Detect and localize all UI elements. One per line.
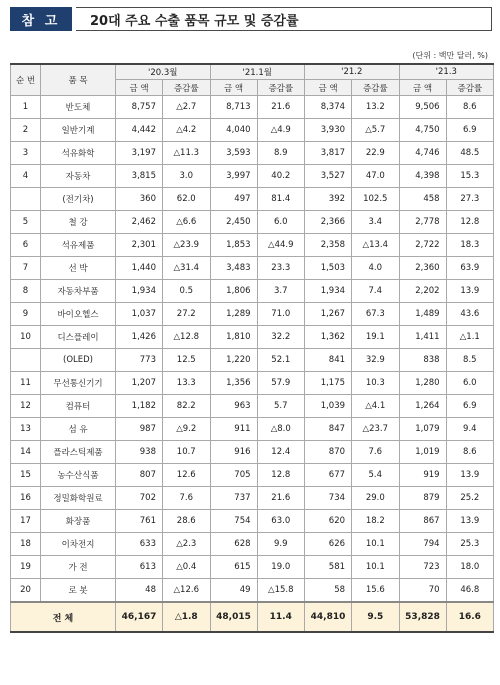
amount-cell: 761 (116, 510, 163, 533)
amount-cell: 3,815 (116, 165, 163, 188)
amount-cell: 4,040 (210, 119, 257, 142)
amount-cell: 1,207 (116, 372, 163, 395)
rate-cell: 71.0 (257, 303, 305, 326)
rate-cell: △12.8 (163, 326, 211, 349)
rate-cell: 67.3 (352, 303, 400, 326)
amount-cell: 615 (210, 556, 257, 579)
amount-cell: 2,778 (399, 211, 446, 234)
rate-cell: △12.6 (163, 579, 211, 603)
column-header-item: 품 목 (41, 64, 116, 96)
amount-cell: 911 (210, 418, 257, 441)
amount-cell: 794 (399, 533, 446, 556)
rate-cell: △23.9 (163, 234, 211, 257)
amount-cell: 4,750 (399, 119, 446, 142)
item-name: 무선통신기기 (41, 372, 116, 395)
amount-cell: 4,398 (399, 165, 446, 188)
rate-cell: 21.6 (257, 96, 305, 119)
item-name: 바이오헬스 (41, 303, 116, 326)
amount-cell: 626 (305, 533, 352, 556)
rate-cell: 82.2 (163, 395, 211, 418)
amount-cell: 1,362 (305, 326, 352, 349)
total-rate-cell: 11.4 (257, 602, 305, 632)
amount-cell: 879 (399, 487, 446, 510)
amount-cell: 702 (116, 487, 163, 510)
rate-cell: 15.3 (446, 165, 494, 188)
amount-cell: 919 (399, 464, 446, 487)
table-row (11, 211, 494, 234)
total-row (11, 602, 494, 632)
row-number: 3 (11, 142, 41, 165)
rate-cell: 23.3 (257, 257, 305, 280)
row-number: 16 (11, 487, 41, 510)
page-title: 20대 주요 수출 품목 규모 및 증감률 (76, 7, 492, 31)
rate-cell: 8.6 (446, 96, 494, 119)
period-header: '21.3 (399, 64, 494, 80)
rate-cell: 12.4 (257, 441, 305, 464)
table-row (11, 533, 494, 556)
rate-cell: △4.1 (352, 395, 400, 418)
table-row (11, 464, 494, 487)
table-row (11, 303, 494, 326)
period-header: '20.3월 (116, 64, 211, 80)
rate-cell: 46.8 (446, 579, 494, 603)
row-number (11, 349, 41, 372)
row-number: 11 (11, 372, 41, 395)
row-number: 1 (11, 96, 41, 119)
rate-cell: 7.4 (352, 280, 400, 303)
rate-cell: 19.0 (257, 556, 305, 579)
rate-cell: 25.3 (446, 533, 494, 556)
rate-cell: 4.0 (352, 257, 400, 280)
rate-cell: 6.0 (446, 372, 494, 395)
rate-cell: 5.7 (257, 395, 305, 418)
rate-cell: 32.2 (257, 326, 305, 349)
amount-cell: 807 (116, 464, 163, 487)
amount-cell: 841 (305, 349, 352, 372)
table-row (11, 556, 494, 579)
rate-cell: △5.7 (352, 119, 400, 142)
rate-cell: 10.1 (352, 533, 400, 556)
table-row (11, 280, 494, 303)
rate-cell: 62.0 (163, 188, 211, 211)
rate-cell: 6.9 (446, 395, 494, 418)
row-number: 18 (11, 533, 41, 556)
subheader-rate: 증감률 (446, 80, 494, 96)
amount-cell: 2,450 (210, 211, 257, 234)
total-amount-cell: 44,810 (305, 602, 352, 632)
item-name: 선 박 (41, 257, 116, 280)
rate-cell: 63.0 (257, 510, 305, 533)
rate-cell: 13.9 (446, 510, 494, 533)
amount-cell: 58 (305, 579, 352, 603)
item-name: 로 봇 (41, 579, 116, 603)
amount-cell: 2,722 (399, 234, 446, 257)
amount-cell: 1,019 (399, 441, 446, 464)
rate-cell: △6.6 (163, 211, 211, 234)
item-name: 반도체 (41, 96, 116, 119)
amount-cell: 392 (305, 188, 352, 211)
rate-cell: 12.5 (163, 349, 211, 372)
total-amount-cell: 53,828 (399, 602, 446, 632)
subheader-rate: 증감률 (257, 80, 305, 96)
amount-cell: 613 (116, 556, 163, 579)
amount-cell: 9,506 (399, 96, 446, 119)
table-row (11, 234, 494, 257)
item-name: (전기차) (41, 188, 116, 211)
rate-cell: △23.7 (352, 418, 400, 441)
item-name: 석유화학 (41, 142, 116, 165)
subheader-amount: 금 액 (305, 80, 352, 96)
amount-cell: 1,267 (305, 303, 352, 326)
table-body (11, 96, 494, 603)
amount-cell: 1,182 (116, 395, 163, 418)
row-number: 10 (11, 326, 41, 349)
rate-cell: 27.2 (163, 303, 211, 326)
amount-cell: 867 (399, 510, 446, 533)
row-number: 5 (11, 211, 41, 234)
period-header: '21.1월 (210, 64, 305, 80)
table-row (11, 142, 494, 165)
rate-cell: △31.4 (163, 257, 211, 280)
amount-cell: 360 (116, 188, 163, 211)
amount-cell: 8,374 (305, 96, 352, 119)
amount-cell: 1,411 (399, 326, 446, 349)
item-name: 이차전지 (41, 533, 116, 556)
row-number: 12 (11, 395, 41, 418)
amount-cell: 2,462 (116, 211, 163, 234)
amount-cell: 1,440 (116, 257, 163, 280)
amount-cell: 3,593 (210, 142, 257, 165)
item-name: 정밀화학원료 (41, 487, 116, 510)
rate-cell: 19.1 (352, 326, 400, 349)
rate-cell: 47.0 (352, 165, 400, 188)
amount-cell: 2,301 (116, 234, 163, 257)
row-number: 2 (11, 119, 41, 142)
rate-cell: △2.3 (163, 533, 211, 556)
item-name: 컴퓨터 (41, 395, 116, 418)
table-row (11, 165, 494, 188)
amount-cell: 1,039 (305, 395, 352, 418)
amount-cell: 754 (210, 510, 257, 533)
table-row (11, 257, 494, 280)
table-row (11, 441, 494, 464)
rate-cell: 57.9 (257, 372, 305, 395)
rate-cell: 7.6 (352, 441, 400, 464)
export-items-table (10, 63, 494, 633)
rate-cell: 102.5 (352, 188, 400, 211)
reference-tag: 참 고 (10, 7, 72, 31)
rate-cell: 13.9 (446, 464, 494, 487)
table-row (11, 487, 494, 510)
amount-cell: 1,503 (305, 257, 352, 280)
rate-cell: 22.9 (352, 142, 400, 165)
amount-cell: 49 (210, 579, 257, 603)
amount-cell: 633 (116, 533, 163, 556)
amount-cell: 8,713 (210, 96, 257, 119)
rate-cell: 15.6 (352, 579, 400, 603)
rate-cell: 8.5 (446, 349, 494, 372)
amount-cell: 705 (210, 464, 257, 487)
rate-cell: △44.9 (257, 234, 305, 257)
rate-cell: 5.4 (352, 464, 400, 487)
rate-cell: 18.0 (446, 556, 494, 579)
rate-cell: △4.9 (257, 119, 305, 142)
table-row (11, 395, 494, 418)
total-rate-cell: 16.6 (446, 602, 494, 632)
amount-cell: 48 (116, 579, 163, 603)
subheader-amount: 금 액 (399, 80, 446, 96)
rate-cell: △2.7 (163, 96, 211, 119)
rate-cell: 9.4 (446, 418, 494, 441)
rate-cell: 63.9 (446, 257, 494, 280)
row-number: 14 (11, 441, 41, 464)
rate-cell: 48.5 (446, 142, 494, 165)
item-name: 디스플레이 (41, 326, 116, 349)
total-rate-cell: 9.5 (352, 602, 400, 632)
item-name: 플라스틱제품 (41, 441, 116, 464)
amount-cell: 1,426 (116, 326, 163, 349)
item-name: 자동차부품 (41, 280, 116, 303)
amount-cell: 1,079 (399, 418, 446, 441)
item-name: 자동차 (41, 165, 116, 188)
amount-cell: 1,934 (116, 280, 163, 303)
period-header: '21.2 (305, 64, 400, 80)
amount-cell: 4,442 (116, 119, 163, 142)
table-row (11, 188, 494, 211)
amount-cell: 70 (399, 579, 446, 603)
row-number: 8 (11, 280, 41, 303)
rate-cell: 3.4 (352, 211, 400, 234)
amount-cell: 1,220 (210, 349, 257, 372)
amount-cell: 8,757 (116, 96, 163, 119)
amount-cell: 938 (116, 441, 163, 464)
row-number: 9 (11, 303, 41, 326)
amount-cell: 870 (305, 441, 352, 464)
rate-cell: 13.9 (446, 280, 494, 303)
row-number: 15 (11, 464, 41, 487)
amount-cell: 1,175 (305, 372, 352, 395)
amount-cell: 847 (305, 418, 352, 441)
amount-cell: 773 (116, 349, 163, 372)
rate-cell: △8.0 (257, 418, 305, 441)
amount-cell: 3,527 (305, 165, 352, 188)
rate-cell: 28.6 (163, 510, 211, 533)
amount-cell: 2,366 (305, 211, 352, 234)
amount-cell: 723 (399, 556, 446, 579)
subheader-amount: 금 액 (116, 80, 163, 96)
rate-cell: △9.2 (163, 418, 211, 441)
rate-cell: 6.9 (446, 119, 494, 142)
amount-cell: 1,489 (399, 303, 446, 326)
amount-cell: 620 (305, 510, 352, 533)
amount-cell: 963 (210, 395, 257, 418)
rate-cell: 8.9 (257, 142, 305, 165)
subheader-amount: 금 액 (210, 80, 257, 96)
title-bar (10, 7, 492, 31)
amount-cell: 628 (210, 533, 257, 556)
rate-cell: 13.3 (163, 372, 211, 395)
table-row (11, 510, 494, 533)
rate-cell: 29.0 (352, 487, 400, 510)
table-row (11, 119, 494, 142)
rate-cell: 3.0 (163, 165, 211, 188)
rate-cell: 12.8 (257, 464, 305, 487)
amount-cell: 1,289 (210, 303, 257, 326)
rate-cell: 8.6 (446, 441, 494, 464)
amount-cell: 458 (399, 188, 446, 211)
amount-cell: 2,202 (399, 280, 446, 303)
amount-cell: 916 (210, 441, 257, 464)
rate-cell: 27.3 (446, 188, 494, 211)
table-row (11, 96, 494, 119)
table-row (11, 372, 494, 395)
amount-cell: 838 (399, 349, 446, 372)
table-row (11, 418, 494, 441)
rate-cell: 21.6 (257, 487, 305, 510)
amount-cell: 1,806 (210, 280, 257, 303)
amount-cell: 3,483 (210, 257, 257, 280)
row-number (11, 188, 41, 211)
rate-cell: 6.0 (257, 211, 305, 234)
row-number: 17 (11, 510, 41, 533)
item-name: 화장품 (41, 510, 116, 533)
item-name: 일반기계 (41, 119, 116, 142)
rate-cell: △13.4 (352, 234, 400, 257)
row-number: 20 (11, 579, 41, 603)
amount-cell: 4,746 (399, 142, 446, 165)
rate-cell: 7.6 (163, 487, 211, 510)
rate-cell: 52.1 (257, 349, 305, 372)
rate-cell: 13.2 (352, 96, 400, 119)
row-number: 6 (11, 234, 41, 257)
row-number: 19 (11, 556, 41, 579)
rate-cell: △11.3 (163, 142, 211, 165)
total-amount-cell: 46,167 (116, 602, 163, 632)
item-name: (OLED) (41, 349, 116, 372)
amount-cell: 3,197 (116, 142, 163, 165)
amount-cell: 1,037 (116, 303, 163, 326)
rate-cell: 10.3 (352, 372, 400, 395)
total-label: 전 체 (11, 602, 116, 632)
amount-cell: 734 (305, 487, 352, 510)
row-number: 7 (11, 257, 41, 280)
unit-note: (단위 : 백만 달러, %) (412, 51, 488, 60)
rate-cell: 12.6 (163, 464, 211, 487)
subheader-rate: 증감률 (352, 80, 400, 96)
rate-cell: 32.9 (352, 349, 400, 372)
item-name: 섬 유 (41, 418, 116, 441)
row-number: 4 (11, 165, 41, 188)
amount-cell: 2,360 (399, 257, 446, 280)
row-number: 13 (11, 418, 41, 441)
item-name: 농수산식품 (41, 464, 116, 487)
rate-cell: 25.2 (446, 487, 494, 510)
rate-cell: △15.8 (257, 579, 305, 603)
rate-cell: 3.7 (257, 280, 305, 303)
rate-cell: 0.5 (163, 280, 211, 303)
amount-cell: 1,280 (399, 372, 446, 395)
amount-cell: 987 (116, 418, 163, 441)
rate-cell: 9.9 (257, 533, 305, 556)
amount-cell: 737 (210, 487, 257, 510)
rate-cell: △0.4 (163, 556, 211, 579)
amount-cell: 581 (305, 556, 352, 579)
amount-cell: 3,997 (210, 165, 257, 188)
item-name: 석유제품 (41, 234, 116, 257)
item-name: 가 전 (41, 556, 116, 579)
rate-cell: 18.2 (352, 510, 400, 533)
rate-cell: △1.1 (446, 326, 494, 349)
amount-cell: 1,934 (305, 280, 352, 303)
rate-cell: 40.2 (257, 165, 305, 188)
table-row (11, 326, 494, 349)
rate-cell: 10.7 (163, 441, 211, 464)
amount-cell: 1,853 (210, 234, 257, 257)
item-name: 철 강 (41, 211, 116, 234)
amount-cell: 677 (305, 464, 352, 487)
table-row (11, 579, 494, 603)
rate-cell: 10.1 (352, 556, 400, 579)
rate-cell: △4.2 (163, 119, 211, 142)
amount-cell: 2,358 (305, 234, 352, 257)
column-header-no: 순 번 (11, 64, 41, 96)
amount-cell: 3,930 (305, 119, 352, 142)
amount-cell: 1,264 (399, 395, 446, 418)
amount-cell: 1,356 (210, 372, 257, 395)
rate-cell: 18.3 (446, 234, 494, 257)
rate-cell: 12.8 (446, 211, 494, 234)
rate-cell: 43.6 (446, 303, 494, 326)
total-rate-cell: △1.8 (163, 602, 211, 632)
amount-cell: 3,817 (305, 142, 352, 165)
amount-cell: 497 (210, 188, 257, 211)
total-amount-cell: 48,015 (210, 602, 257, 632)
table-row (11, 349, 494, 372)
subheader-rate: 증감률 (163, 80, 211, 96)
amount-cell: 1,810 (210, 326, 257, 349)
rate-cell: 81.4 (257, 188, 305, 211)
